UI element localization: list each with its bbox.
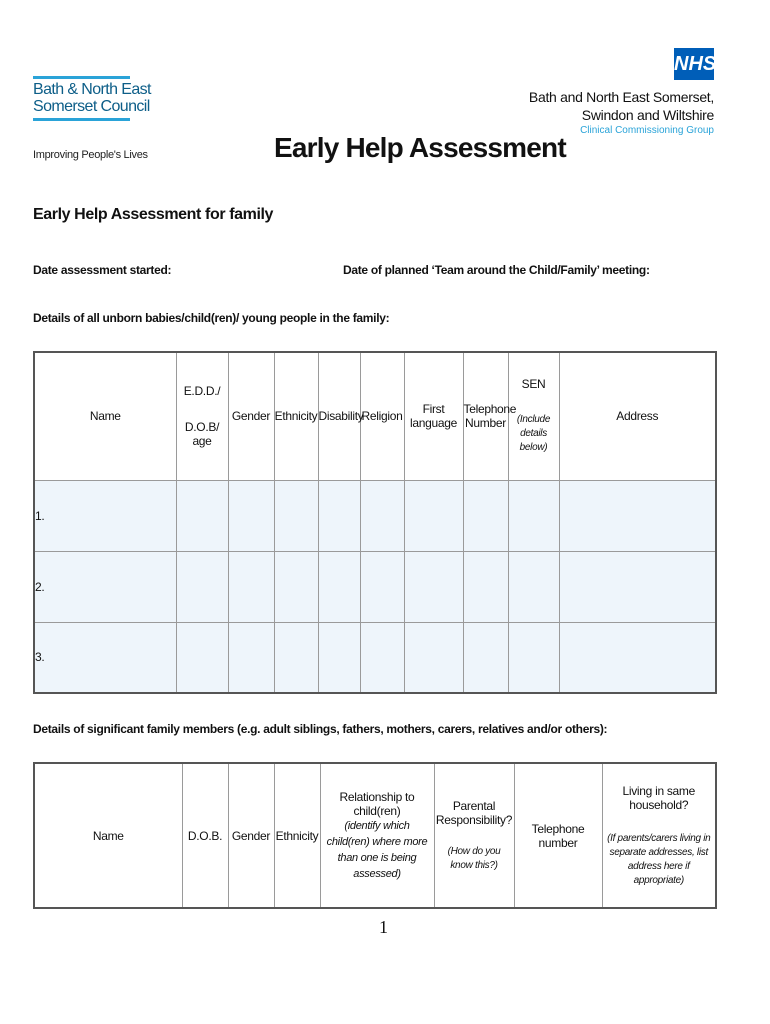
child-row-2-edd[interactable]: [176, 551, 228, 622]
col-telephone-line2: Number: [465, 416, 506, 431]
child-row-3-address[interactable]: [559, 622, 716, 693]
council-name-line1: Bath & North East: [33, 81, 151, 98]
child-row-1-ethnicity[interactable]: [274, 480, 318, 551]
child-row-1-address[interactable]: [559, 480, 716, 551]
fam-col-parental-line2: Responsibility?: [435, 812, 513, 827]
section-heading: Early Help Assessment for family: [33, 206, 274, 223]
fam-col-ethnicity: Ethnicity: [274, 763, 320, 908]
fam-col-relationship: [320, 763, 434, 908]
child-row-1-gender[interactable]: [228, 480, 274, 551]
fam-col-parental-note: (How do you know this?): [447, 845, 501, 871]
child-row-3-sen[interactable]: [508, 622, 559, 693]
child-row-2-address[interactable]: [559, 551, 716, 622]
document-title: Early Help Assessment: [274, 132, 566, 163]
child-row-2-sen[interactable]: [508, 551, 559, 622]
fam-col-living: [602, 763, 716, 908]
col-religion: Religion: [360, 352, 404, 480]
fam-col-telephone: Telephone number: [514, 763, 602, 908]
fam-col-relationship-note: (identify which child(ren) where more than one is being assessed): [326, 819, 428, 880]
date-meeting-label: Date of planned ‘Team around the Child/Family’ meeting:: [343, 263, 650, 277]
child-row-3-telephone[interactable]: [463, 622, 508, 693]
ccg-name: [529, 88, 714, 137]
children-heading: Details of all unborn babies/child(ren)/ young people in the family:: [33, 311, 390, 325]
col-sen-label: SEN: [521, 377, 546, 392]
col-gender: Gender: [228, 352, 274, 480]
council-logo-rule-bottom: [33, 118, 130, 121]
ccg-line2: Swindon and Wiltshire: [581, 107, 714, 123]
child-row-2-number: 2.: [34, 551, 176, 622]
child-row-3-gender[interactable]: [228, 622, 274, 693]
col-telephone-line1: Telephone: [463, 402, 517, 417]
child-row-3-disability[interactable]: [318, 622, 360, 693]
fam-col-gender: Gender: [228, 763, 274, 908]
col-dob-age: D.O.B/ age: [184, 420, 220, 449]
col-first-language: First language: [404, 352, 463, 480]
child-row-1-religion[interactable]: [360, 480, 404, 551]
page-number: 1: [379, 917, 388, 937]
col-ethnicity: Ethnicity: [274, 352, 318, 480]
fam-col-name: Name: [34, 763, 182, 908]
family-table: [33, 762, 717, 909]
col-disability: Disability: [318, 352, 360, 480]
fam-col-parental-line1: Parental: [452, 798, 496, 813]
child-row-1-language[interactable]: [404, 480, 463, 551]
col-edd: E.D.D./: [183, 384, 221, 399]
child-row-3-ethnicity[interactable]: [274, 622, 318, 693]
child-row-3-edd[interactable]: [176, 622, 228, 693]
ccg-line3: Clinical Commissioning Group: [580, 125, 714, 136]
child-row-2-language[interactable]: [404, 551, 463, 622]
child-row-2-gender[interactable]: [228, 551, 274, 622]
col-telephone: [463, 352, 517, 480]
col-name: Name: [34, 352, 176, 480]
fam-col-relationship-label: Relationship to child(ren): [339, 789, 415, 818]
council-name-line2: Somerset Council: [33, 98, 150, 115]
council-logo: [33, 76, 151, 161]
council-logo-rule: [33, 76, 130, 79]
child-row-1-number: 1.: [34, 480, 176, 551]
child-row-3-number: 3.: [34, 622, 176, 693]
col-edd-dob: [176, 352, 228, 480]
col-sen-note-1: (Include details: [516, 414, 551, 440]
col-sen-note-2: below): [519, 442, 548, 454]
child-row-2-ethnicity[interactable]: [274, 551, 318, 622]
date-started-label: Date assessment started:: [33, 263, 172, 277]
fam-col-dob: D.O.B.: [182, 763, 228, 908]
children-table: [33, 351, 717, 694]
child-row-2-telephone[interactable]: [463, 551, 508, 622]
fam-col-parental: [434, 763, 514, 908]
child-row-2-religion[interactable]: [360, 551, 404, 622]
col-sen: [508, 352, 559, 480]
child-row-2-disability[interactable]: [318, 551, 360, 622]
child-row-1-telephone[interactable]: [463, 480, 508, 551]
ccg-line1: Bath and North East Somerset,: [528, 89, 714, 105]
child-row-3-language[interactable]: [404, 622, 463, 693]
nhs-logo: NHS: [674, 48, 714, 80]
col-address: Address: [559, 352, 716, 480]
child-row-1-edd[interactable]: [176, 480, 228, 551]
family-heading: Details of significant family members (e.g. adult siblings, fathers, mothers, carers, relatives and/or others):: [33, 722, 608, 736]
fam-col-living-label: Living in same household?: [622, 783, 695, 812]
fam-col-living-note: (If parents/carers living in separate addresses, list address here if appropriate): [607, 832, 711, 886]
council-name: [33, 81, 151, 115]
child-row-3-religion[interactable]: [360, 622, 404, 693]
child-row-1-sen[interactable]: [508, 480, 559, 551]
child-row-1-disability[interactable]: [318, 480, 360, 551]
council-tagline: Improving People's Lives: [33, 149, 148, 161]
